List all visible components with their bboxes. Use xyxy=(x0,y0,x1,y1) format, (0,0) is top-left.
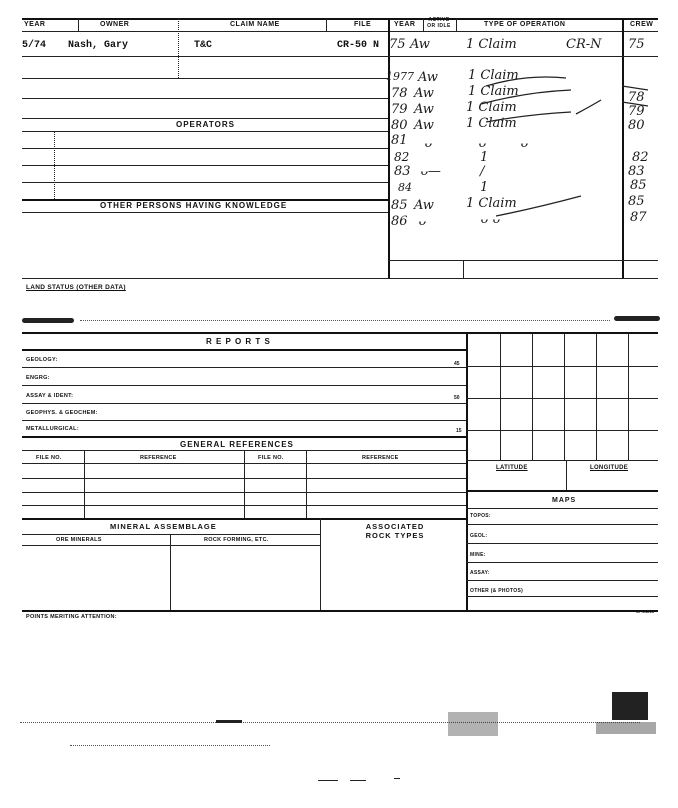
associated-rock-types: ASSOCIATED ROCK TYPES xyxy=(365,522,425,540)
row-rule xyxy=(22,420,466,421)
scan-blot xyxy=(22,318,74,323)
op-crew-1: 75 xyxy=(628,37,645,52)
col-line xyxy=(306,450,307,518)
header-rule xyxy=(22,31,658,32)
row-rule xyxy=(22,367,466,368)
row-rule xyxy=(22,545,320,546)
op-year-9: 84 xyxy=(398,181,412,194)
col-line xyxy=(463,260,464,278)
land-status-label: LAND STATUS (OTHER DATA) xyxy=(26,284,126,291)
file-header: FILE xyxy=(354,21,372,28)
claim-name-header: CLAIM NAME xyxy=(230,21,280,28)
col-line xyxy=(423,18,424,32)
scan-blot xyxy=(448,712,498,736)
op-status-10: Aw xyxy=(414,198,434,213)
op-year-4: 79 xyxy=(391,102,408,117)
op-mark-11b: ᴗ ᴗ xyxy=(480,212,500,227)
col-line xyxy=(466,332,468,610)
col-line xyxy=(170,534,171,610)
col-line xyxy=(320,518,321,610)
op-year-5: 80 xyxy=(391,118,408,133)
op-status-5: Aw xyxy=(414,118,434,133)
op-extra-1: CR-N xyxy=(566,37,602,52)
op-year-7: 82 xyxy=(394,150,410,164)
report-geophys: GEOPHYS. & GEOCHEM: xyxy=(26,410,98,416)
col-line xyxy=(456,18,457,32)
row-rule xyxy=(22,98,388,99)
scan-blot xyxy=(596,722,656,734)
col-line xyxy=(78,18,79,32)
op-year-2: 1977 xyxy=(386,70,414,83)
row-rule xyxy=(22,56,388,57)
record-file: CR-50 N xyxy=(337,40,380,51)
report-assay: ASSAY & IDENT: xyxy=(26,393,74,399)
op-mark-11a: ᴗ xyxy=(418,214,426,229)
grid-line xyxy=(628,334,629,460)
op-year-6: 81 xyxy=(391,133,408,148)
op-year-11: 86 xyxy=(391,214,408,229)
map-topos: TOPOS: xyxy=(470,513,491,519)
row-rule xyxy=(22,534,320,535)
row-rule xyxy=(466,562,658,563)
op-crew-4: 79 xyxy=(628,104,645,119)
report-metallurgical-num: 15 xyxy=(456,428,462,434)
row-rule xyxy=(22,165,388,166)
record-claim-name: T&C xyxy=(194,40,213,51)
report-engrg: ENGRG: xyxy=(26,375,50,381)
op-status-4: Aw xyxy=(414,102,434,117)
year2-header: YEAR xyxy=(394,21,416,28)
grid-line xyxy=(564,334,565,460)
record-year: 5/74 xyxy=(22,40,47,51)
grid-line xyxy=(596,334,597,460)
grid-line xyxy=(466,398,658,399)
op-type-9: 1 xyxy=(480,180,489,195)
op-year-10: 85 xyxy=(391,198,408,213)
maps-title: MAPS xyxy=(552,497,577,504)
row-rule xyxy=(388,260,658,261)
row-rule xyxy=(466,580,658,581)
op-crew-5: 80 xyxy=(628,118,645,133)
rock-forming-label: ROCK FORMING, ETC. xyxy=(204,537,269,543)
op-type-2: 1 Claim xyxy=(468,68,519,83)
grid-line xyxy=(500,334,501,460)
op-crew-10: 85 xyxy=(628,194,645,209)
scan-dots xyxy=(20,722,640,723)
row-rule xyxy=(466,508,658,509)
grid-line xyxy=(466,366,658,367)
row-rule xyxy=(22,385,466,386)
op-mark-6c: ᴗ xyxy=(520,136,528,151)
op-year-8: 83 xyxy=(394,164,411,179)
top-rule xyxy=(22,18,658,20)
handwriting-strokes xyxy=(386,56,658,256)
col-line xyxy=(566,460,567,490)
op-mark-8: ᴗ— xyxy=(420,164,441,179)
crew-header: CREW xyxy=(630,21,654,28)
op-year-1: 75 xyxy=(389,37,406,52)
reports-title: R E P O R T S xyxy=(206,337,271,346)
op-type-10: 1 Claim xyxy=(466,196,517,211)
owner-header: OWNER xyxy=(100,21,130,28)
reports-top-rule xyxy=(22,332,658,334)
ref-col-ref-1: REFERENCE xyxy=(140,455,177,461)
op-type-7: 1 xyxy=(480,150,489,165)
scan-blot xyxy=(318,780,338,781)
op-crew-7: 82 xyxy=(632,150,649,165)
map-geol: GEOL: xyxy=(470,533,488,539)
general-references-title: GENERAL REFERENCES xyxy=(180,440,294,449)
col-line xyxy=(326,18,327,32)
grid-line xyxy=(466,430,658,431)
op-crew-3: 78 xyxy=(628,90,645,105)
latitude-label: LATITUDE xyxy=(496,465,528,471)
op-crew-11: 87 xyxy=(630,210,647,225)
row-rule xyxy=(466,543,658,544)
scan-blot xyxy=(394,778,400,779)
col-line xyxy=(84,450,85,518)
longitude-label: LONGITUDE xyxy=(590,465,629,471)
scan-dots xyxy=(70,745,270,746)
op-mark-6a: ᴗ xyxy=(424,136,432,151)
op-year-3: 78 xyxy=(391,86,408,101)
row-rule xyxy=(22,131,388,132)
row-rule xyxy=(22,518,466,520)
points-meriting-label: POINTS MERITING ATTENTION: xyxy=(26,614,117,620)
col-line xyxy=(178,18,179,78)
row-rule xyxy=(22,436,466,438)
mineral-assemblage-title: MINERAL ASSEMBLAGE xyxy=(110,522,217,531)
scan-blot xyxy=(612,692,648,720)
row-rule xyxy=(22,278,658,279)
operators-title: OPERATORS xyxy=(176,120,235,129)
row-rule xyxy=(22,148,388,149)
row-rule xyxy=(466,490,658,492)
year-header: YEAR xyxy=(24,21,46,28)
scan-blot xyxy=(216,720,242,723)
row-rule xyxy=(22,212,388,213)
row-rule xyxy=(22,78,388,79)
scan-dots xyxy=(80,320,610,321)
report-geology: GEOLOGY: xyxy=(26,357,58,363)
grid-line xyxy=(466,460,658,461)
row-rule xyxy=(466,524,658,525)
record-owner: Nash, Gary xyxy=(68,40,129,51)
op-type-5: 1 Claim xyxy=(466,116,517,131)
op-crew-8: 83 xyxy=(628,164,645,179)
op-crew-9: 85 xyxy=(630,178,647,193)
op-type-4: 1 Claim xyxy=(466,100,517,115)
type-operation-header: TYPE OF OPERATION xyxy=(484,21,566,28)
op-mark-8b: / xyxy=(480,164,485,179)
op-type-3: 1 Claim xyxy=(468,84,519,99)
ref-col-file-2: FILE NO. xyxy=(258,455,284,461)
op-mark-6b: ᴗ xyxy=(478,136,486,151)
row-rule xyxy=(22,118,388,119)
report-geology-num: 45 xyxy=(454,361,460,367)
row-rule xyxy=(22,403,466,404)
op-status-2: Aw xyxy=(418,70,438,85)
bottom-rule xyxy=(22,610,658,612)
grid-line xyxy=(532,334,533,460)
report-assay-num: 50 xyxy=(454,395,460,401)
op-type-1: 1 Claim xyxy=(466,37,517,52)
report-metallurgical: METALLURGICAL: xyxy=(26,426,79,432)
row-rule xyxy=(22,182,388,183)
scan-blot xyxy=(350,780,366,781)
op-status-3: Aw xyxy=(414,86,434,101)
active-idle-header: ACTIVE OR IDLE xyxy=(427,17,451,29)
map-other: OTHER (& PHOTOS) xyxy=(470,588,524,594)
row-rule xyxy=(466,596,658,597)
map-mine: MINE: xyxy=(470,552,486,558)
op-status-1: Aw xyxy=(410,37,430,52)
ref-col-ref-2: REFERENCE xyxy=(362,455,399,461)
ref-col-file-1: FILE NO. xyxy=(36,455,62,461)
form-number: SP-14618 xyxy=(636,609,654,614)
other-persons-title: OTHER PERSONS HAVING KNOWLEDGE xyxy=(100,201,288,210)
reports-rule xyxy=(22,349,466,351)
ore-minerals-label: ORE MINERALS xyxy=(56,537,102,543)
col-line xyxy=(244,450,245,518)
map-assay: ASSAY: xyxy=(470,570,490,576)
scan-blot xyxy=(614,316,660,321)
